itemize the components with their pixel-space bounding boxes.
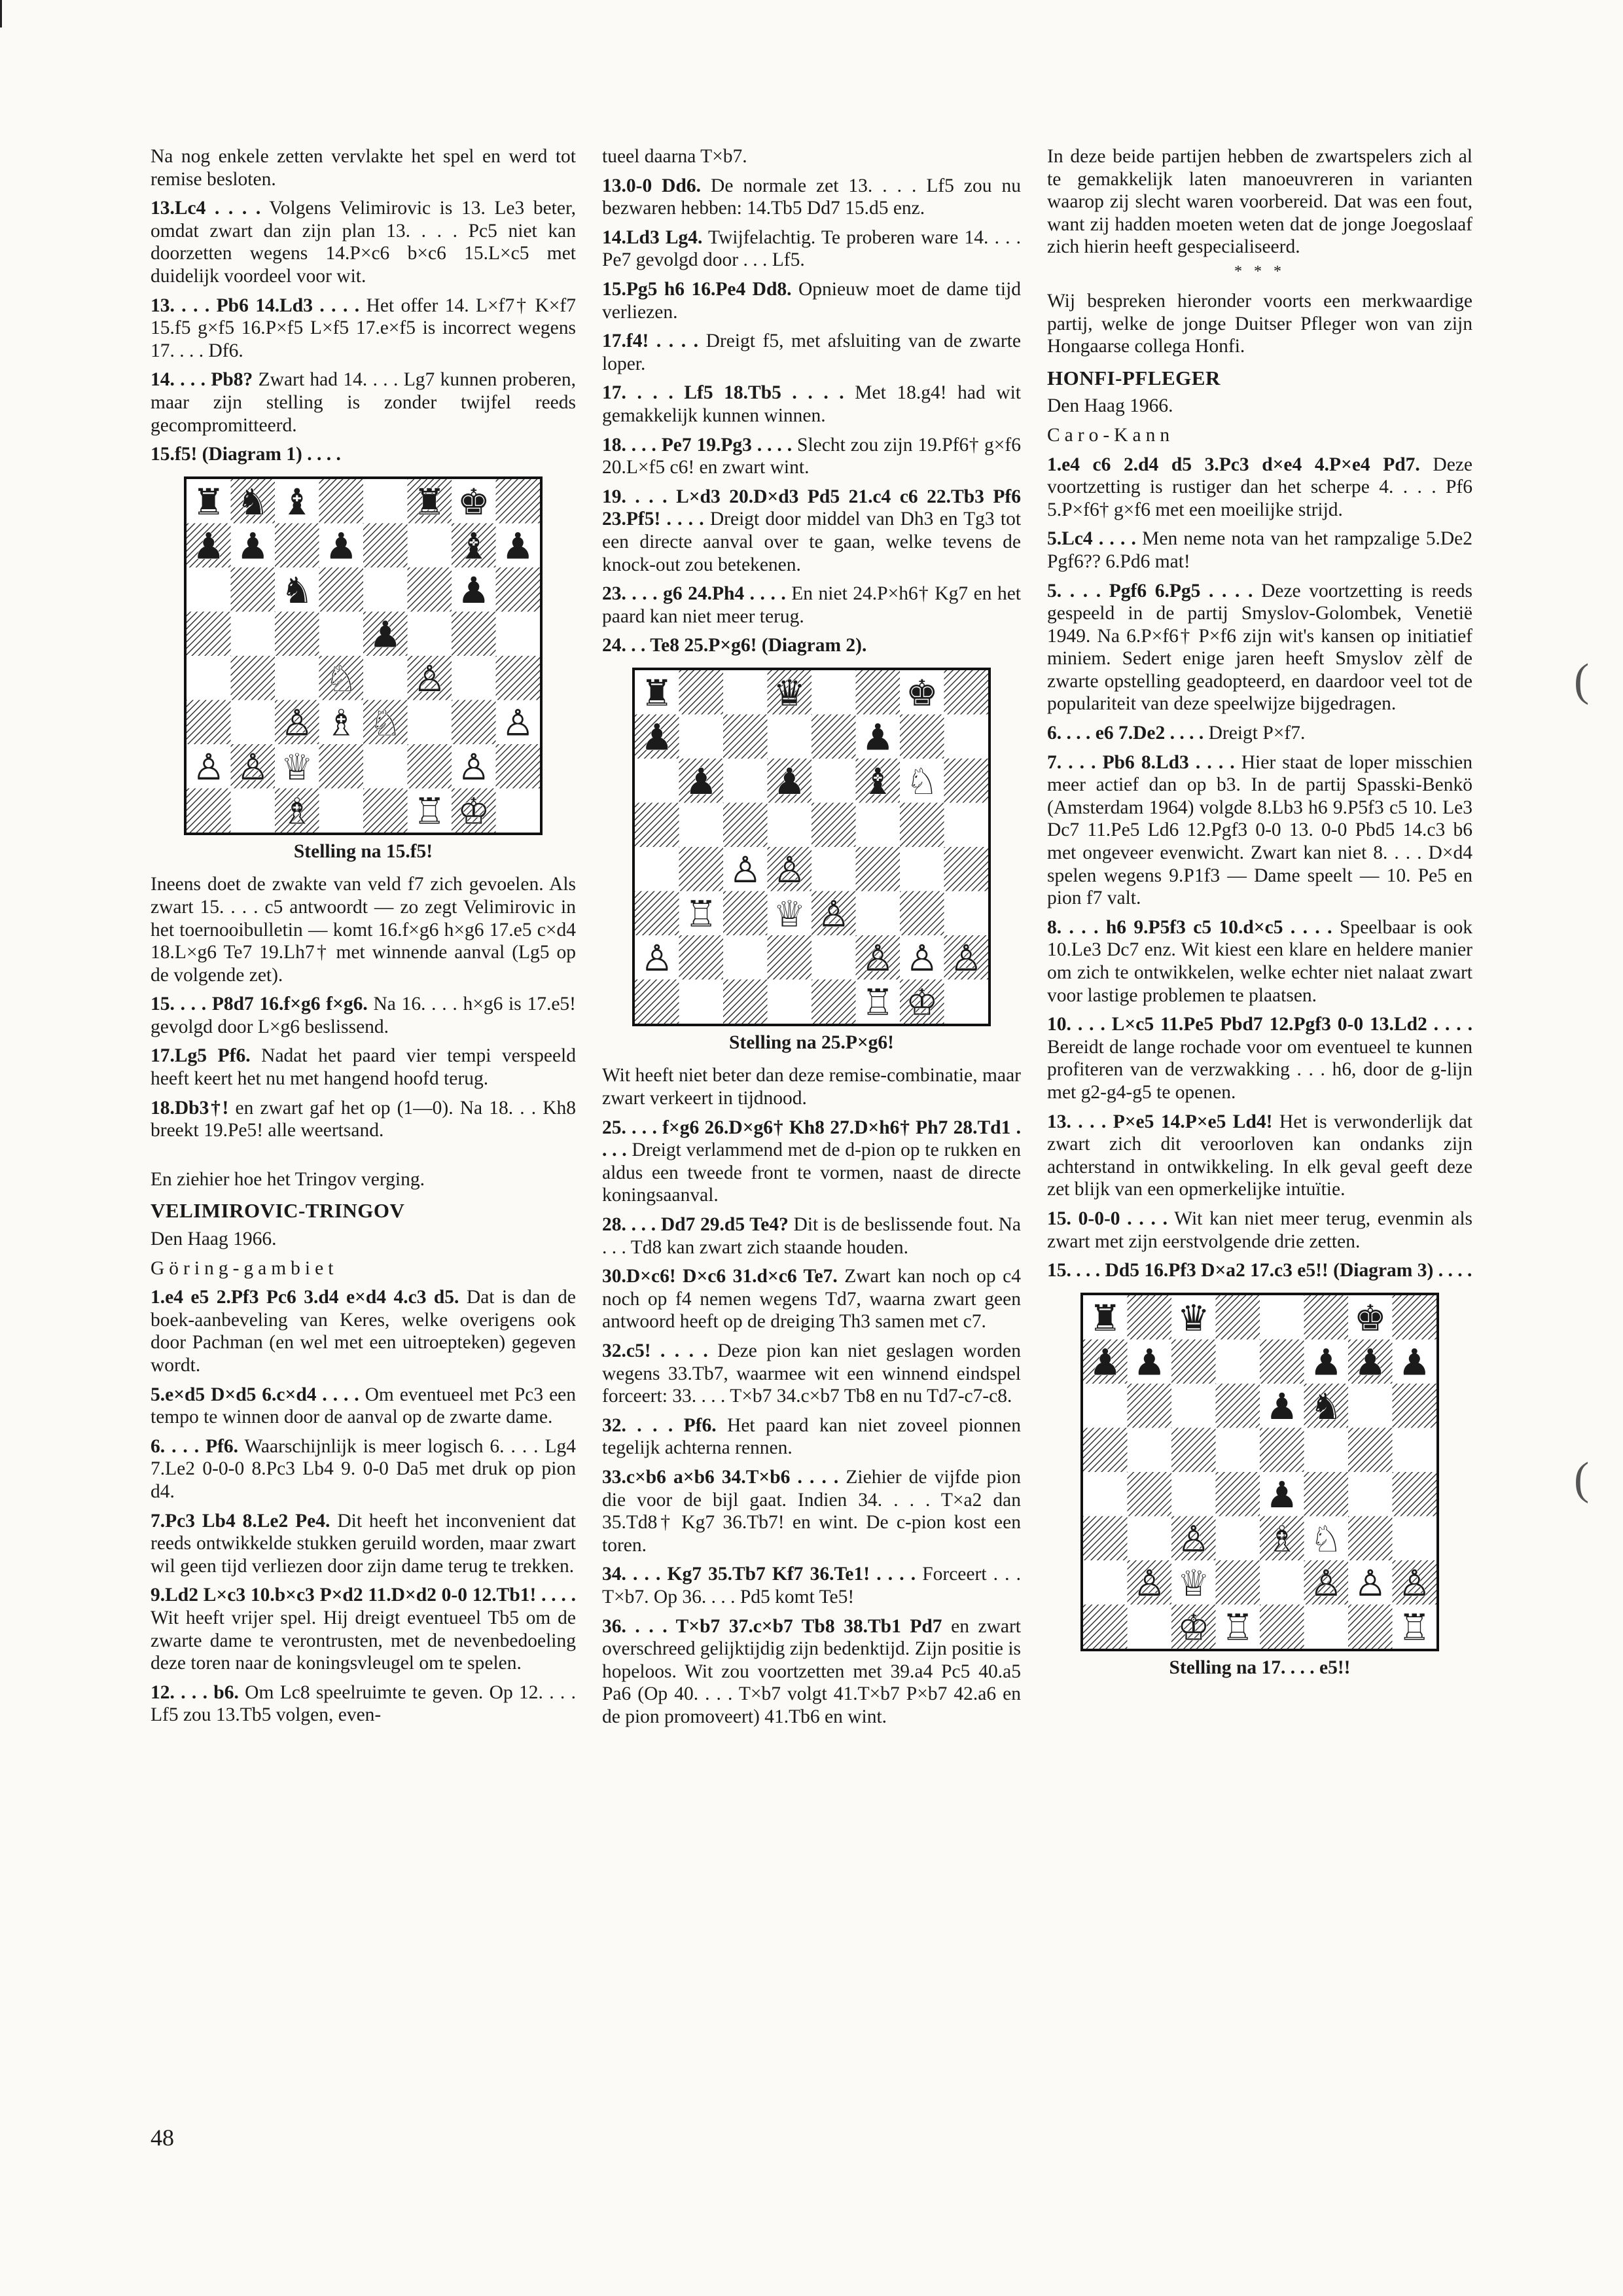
move: 17.Lg5 Pf6. xyxy=(151,1045,251,1067)
move: 18.Db3†! xyxy=(151,1097,229,1119)
annotation xyxy=(151,1045,576,1090)
dark-square xyxy=(1216,1384,1260,1428)
black-knight-icon: ♞ xyxy=(236,481,270,524)
move: 34. . . . Kg7 35.Tb7 Kf7 36.Te1! . . . . xyxy=(602,1564,916,1585)
white-pawn-icon: ♙ xyxy=(280,702,313,745)
move: 13. . . . P×e5 14.P×e5 Ld4! xyxy=(1047,1111,1273,1132)
section-separator: * * * xyxy=(1234,262,1285,280)
move: 15. . . . P8d7 16.f×g6 f×g6. xyxy=(151,994,368,1015)
black-pawn-icon: ♟ xyxy=(773,761,806,803)
dark-square xyxy=(363,523,408,567)
dark-square xyxy=(1128,1295,1172,1340)
comment: Wit kan niet meer terug, evenmin als zwart met zijn eerstvolgende drie zetten. xyxy=(1047,1208,1473,1252)
black-pawn-icon: ♟ xyxy=(685,761,718,803)
opening-name: Caro-Kann xyxy=(1047,424,1175,446)
move: 1.e4 e5 2.Pf3 Pc6 3.d4 e×d4 4.c3 d5. xyxy=(151,1287,459,1308)
annotation xyxy=(602,226,1021,272)
move: 5.e×d5 D×d5 6.c×d4 . . . . xyxy=(151,1384,359,1405)
comment: Waarschijnlijk is meer logisch 6. . . . Lg4 7.Le2 0-0-0 8.Pc3 Lb4 9. 0-0 Da5 met druk op pion d4. xyxy=(151,1435,576,1502)
paragraph: Wit heeft niet beter dan deze remise-combinatie, maar zwart verkeert in tijdnood. xyxy=(602,1065,1021,1109)
annotation xyxy=(1047,1259,1472,1282)
game-heading: HONFI-PFLEGER xyxy=(1047,366,1221,389)
annotation xyxy=(602,1414,1021,1460)
move: 8. . . . h6 9.P5f3 c5 10.d×c5 . . . . xyxy=(1047,916,1332,938)
black-knight-icon: ♞ xyxy=(1310,1386,1343,1428)
white-pawn-icon: ♙ xyxy=(905,937,938,980)
dark-square xyxy=(1083,1604,1128,1649)
dark-square xyxy=(1128,1472,1172,1516)
comment: Dreigt verlammend met de d-pion op te rukken en aldus een tweede front te vormen, naast de directe koningsaanval. xyxy=(602,1139,1021,1206)
dark-square xyxy=(900,891,944,935)
black-queen-icon: ♛ xyxy=(773,672,806,715)
margin-line xyxy=(0,0,2,27)
move: 36. . . . T×b7 37.c×b7 Tb8 38.Tb1 Pd7 xyxy=(602,1615,942,1637)
annotation xyxy=(151,1510,576,1578)
dark-square xyxy=(496,567,541,612)
dark-square xyxy=(408,744,452,789)
move: 5.Lc4 . . . . xyxy=(1047,528,1136,550)
white-pawn-icon: ♙ xyxy=(236,746,270,789)
white-queen-icon: ♕ xyxy=(773,893,806,936)
white-pawn-icon: ♙ xyxy=(1133,1562,1166,1605)
dark-square xyxy=(723,979,768,1024)
annotation xyxy=(1047,722,1472,745)
paragraph: Ineens doet de zwakte van veld f7 zich gevoelen. Als zwart 15. . . . c5 antwoordt — zo zegt Velimirovic in het toernooibulletin — komt 16.f×g6 h×g6 17.e5 c×d4 18.L×g6 Te7 19.Lh7† met winnende aanval (Lg5 op de volgende zet). xyxy=(151,874,576,986)
diagram-2 xyxy=(602,668,1021,1054)
dark-square xyxy=(1348,1516,1393,1560)
paragraph: Na nog enkele zetten vervlakte het spel en werd tot remise besloten. xyxy=(151,146,576,190)
dark-square xyxy=(1348,1604,1393,1649)
game-heading: VELIMIROVIC-TRINGOV xyxy=(151,1199,405,1223)
annotation xyxy=(602,330,1021,375)
dark-square xyxy=(319,479,364,524)
column-2 xyxy=(602,145,1021,1735)
dark-square xyxy=(1260,1339,1304,1384)
dark-square xyxy=(768,935,812,980)
white-queen-icon: ♕ xyxy=(280,746,313,789)
dark-square xyxy=(679,670,724,715)
black-pawn-icon: ♟ xyxy=(457,569,490,612)
black-pawn-icon: ♟ xyxy=(1353,1342,1387,1384)
comment: Twijfelachtig. Te proberen ware 14. . . . Pe7 gevolgd door . . . Lf5. xyxy=(602,226,1021,271)
dark-square xyxy=(1171,1427,1216,1472)
move: 28. . . . Dd7 29.d5 Te4? xyxy=(602,1214,789,1236)
chessboard-diagram xyxy=(632,668,991,1026)
comment: Opnieuw moet de dame tijd verliezen. xyxy=(602,278,1022,323)
dark-square xyxy=(231,567,276,612)
white-pawn-icon: ♙ xyxy=(861,937,895,980)
move: 19. . . . L×d3 20.D×d3 Pd5 21.c4 c6 22.Tb3 Pf6 23.Pf5! . . . . xyxy=(602,486,1021,530)
dark-square xyxy=(319,744,364,789)
white-pawn-icon: ♙ xyxy=(457,746,490,789)
white-rook-icon: ♖ xyxy=(413,791,446,833)
paragraph: Wij bespreken hieronder voorts een merkwaardige partij, welke de jonge Duitser Pfleger won van zijn Hongaarse collega Honfi. xyxy=(1047,290,1472,357)
binding-mark-decoration: ( xyxy=(1574,1454,1590,1504)
dark-square xyxy=(496,744,541,789)
black-pawn-icon: ♟ xyxy=(325,526,358,568)
move: 15.Pg5 h6 16.Pe4 Dd8. xyxy=(602,278,792,300)
dark-square xyxy=(635,802,679,847)
annotation xyxy=(602,1213,1021,1259)
dark-square xyxy=(1304,1295,1349,1340)
dark-square xyxy=(496,479,541,524)
annotation xyxy=(151,197,576,287)
white-queen-icon: ♕ xyxy=(1177,1562,1210,1605)
comment: Slecht zou zijn 19.Pf6† g×f6 20.L×f5 c6! en zwart wint. xyxy=(602,434,1021,478)
paragraph: tueel daarna T×b7. xyxy=(602,146,747,167)
white-knight-icon: ♘ xyxy=(905,761,938,803)
diagram-caption: Stelling na 25.P×g6! xyxy=(728,1031,894,1053)
dark-square xyxy=(1393,1295,1437,1340)
comment: Het paard kan niet zoveel pionnen tegelijk achterna rennen. xyxy=(602,1414,1022,1459)
comment: Deze pion kan niet geslagen worden wegens 33.Tb7, waarmee wit een winnend eindspel forceert: 33. . . . T×b7 34.c×b7 Tb8 en nu Td7-c7-c8. xyxy=(602,1340,1022,1407)
annotation xyxy=(1047,1111,1472,1201)
column-1 xyxy=(151,145,576,1733)
move: 7.Pc3 Lb4 8.Le2 Pe4. xyxy=(151,1510,330,1532)
annotation xyxy=(602,382,1021,427)
black-bishop-icon: ♝ xyxy=(861,761,895,803)
annotation xyxy=(151,1435,576,1503)
move: 18. . . . Pe7 19.Pg3 . . . . xyxy=(602,434,793,456)
black-bishop-icon: ♝ xyxy=(457,526,490,568)
move: 30.D×c6! D×c6 31.d×c6 Te7. xyxy=(602,1266,838,1287)
opening-name: Göring-gambiet xyxy=(151,1257,338,1279)
black-king-icon: ♚ xyxy=(905,672,938,715)
dark-square xyxy=(452,611,496,656)
column-3 xyxy=(1047,145,1472,1689)
annotation xyxy=(1047,1013,1472,1103)
black-knight-icon: ♞ xyxy=(280,569,313,612)
comment: En niet 24.P×h6† Kg7 en het paard kan niet meer terug. xyxy=(602,583,1021,627)
comment: Om eventueel met Pc3 een tempo te winnen door de aanval op de zwarte dame. xyxy=(151,1384,577,1428)
dark-square xyxy=(1304,1472,1349,1516)
dark-square xyxy=(812,714,856,759)
comment: Dat is dan de boek-aanbeveling van Keres, welke overigens ook door Pachman (en wel met een uitroepteken) gegeven wordt. xyxy=(151,1287,576,1376)
comment: Nadat het paard vier tempi verspeeld heeft keert het nu met hangend hoofd terug. xyxy=(151,1045,576,1090)
dark-square xyxy=(408,567,452,612)
comment: Zwart had 14. . . . Lg7 kunnen proberen, maar zijn stelling is zonder twijfel reeds gecompromitteerd. xyxy=(151,369,576,436)
dark-square xyxy=(812,802,856,847)
dark-square xyxy=(1216,1295,1260,1340)
annotation xyxy=(602,1117,1021,1207)
dark-square xyxy=(1260,1427,1304,1472)
move: 17.f4! . . . . xyxy=(602,331,699,352)
move: 13. . . . Pb6 14.Ld3 . . . . xyxy=(151,295,360,316)
dark-square xyxy=(1216,1472,1260,1516)
white-pawn-icon: ♙ xyxy=(1398,1562,1431,1605)
comment: Dreigt P×f7. xyxy=(1208,723,1306,744)
white-rook-icon: ♖ xyxy=(1398,1607,1431,1649)
dark-square xyxy=(679,935,724,980)
comment: en zwart overschreed gelijktijdig zijn bedenktijd. Zijn positie is hopeloos. Wit zou voortzetten met 39.a4 Pc5 40.a5 Pa6 (Op 40. . . . T×b7 volgt 41.T×b7 P×b7 42.a6 en de pion promoveert) 41.Tb6 en wint. xyxy=(602,1615,1022,1727)
white-knight-icon: ♘ xyxy=(325,658,358,700)
dark-square xyxy=(187,611,231,656)
black-pawn-icon: ♟ xyxy=(1265,1474,1298,1516)
comment: Dreigt f5, met afsluiting van de zwarte loper. xyxy=(602,331,1021,374)
comment: Zwart kan noch op c4 noch op f4 nemen wegens Td7, waarna zwart geen antwoord heeft op de dreiging Th3 samen met c7. xyxy=(602,1266,1022,1333)
black-pawn-icon: ♟ xyxy=(1398,1342,1431,1384)
annotation xyxy=(1047,528,1472,573)
black-pawn-icon: ♟ xyxy=(1265,1386,1298,1428)
dark-square xyxy=(723,891,768,935)
white-pawn-icon: ♙ xyxy=(817,893,850,936)
white-bishop-icon: ♗ xyxy=(1265,1518,1298,1561)
dark-square xyxy=(900,714,944,759)
dark-square xyxy=(319,567,364,612)
comment: Volgens Velimirovic is 13. Le3 beter, omdat zwart dan zijn plan 13. . . . Pc5 niet kan doorzetten wegens 14.P×c6 b×c6 15.L×c5 met duidelijk voordeel voor wit. xyxy=(151,198,576,287)
move: 15.f5! (Diagram 1) . . . . xyxy=(151,444,341,465)
white-pawn-icon: ♙ xyxy=(950,937,983,980)
white-rook-icon: ♖ xyxy=(685,893,718,936)
white-king-icon: ♔ xyxy=(905,982,938,1024)
move: 7. . . . Pb6 8.Ld3 . . . . xyxy=(1047,751,1235,773)
annotation xyxy=(602,434,1021,479)
annotation xyxy=(151,1384,576,1429)
annotation xyxy=(602,175,1021,220)
black-rook-icon: ♜ xyxy=(192,481,225,524)
dark-square xyxy=(723,802,768,847)
dark-square xyxy=(1171,1339,1216,1384)
annotation xyxy=(602,1563,1021,1608)
comment: Speelbaar is ook 10.Le3 Dc7 enz. Wit kiest een klare en heldere manier om zich te ontwikkelen, welke echter niet nalaat zwart voor lastige problemen te plaatsen. xyxy=(1047,916,1472,1006)
annotation xyxy=(151,295,576,363)
move: 1.e4 c6 2.d4 d5 3.Pc3 d×e4 4.P×e4 Pd7. xyxy=(1047,454,1420,475)
event-line: Den Haag 1966. xyxy=(151,1229,277,1250)
dark-square xyxy=(1260,1604,1304,1649)
dark-square xyxy=(187,700,231,744)
move: 14.Ld3 Lg4. xyxy=(602,226,703,248)
comment: Bereidt de lange rochade voor om eventueel te kunnen profiteren van de verzwakking . . . h6, door de g-lijn met g2-g4-g5 te openen. xyxy=(1047,1036,1472,1103)
move: 23. . . . g6 24.Ph4 . . . . xyxy=(602,583,786,605)
move: 33.c×b6 a×b6 34.T×b6 . . . . xyxy=(602,1466,839,1488)
white-pawn-icon: ♙ xyxy=(640,937,673,980)
annotation xyxy=(602,1466,1021,1556)
black-queen-icon: ♛ xyxy=(1177,1297,1210,1340)
binding-mark-decoration: ( xyxy=(1574,655,1590,706)
dark-square xyxy=(1083,1427,1128,1472)
dark-square xyxy=(900,802,944,847)
move: 25. . . . f×g6 26.D×g6† Kh8 27.D×h6† Ph7 28.Td1 . . . . xyxy=(602,1117,1021,1161)
dark-square xyxy=(275,523,319,567)
page-number: 48 xyxy=(151,2125,174,2151)
white-pawn-icon: ♙ xyxy=(501,702,535,745)
diagram-caption: Stelling na 17. . . . e5!! xyxy=(1169,1657,1351,1678)
white-pawn-icon: ♙ xyxy=(1177,1518,1210,1561)
white-pawn-icon: ♙ xyxy=(773,849,806,891)
annotation xyxy=(602,583,1021,628)
comment: Het is verwonderlijk dat zwart zich dit veroorloven kan ondanks zijn achterstand in ontwikkeling. In elk geval geeft deze zet blijk van een opmerkelijke intuïtie. xyxy=(1047,1111,1472,1200)
black-rook-icon: ♜ xyxy=(1088,1297,1122,1340)
annotation xyxy=(602,1265,1021,1333)
dark-square xyxy=(187,788,231,833)
move: 9.Ld2 L×c3 10.b×c3 P×d2 11.D×d2 0-0 12.Tb1! . . . . xyxy=(151,1585,576,1606)
comment: Deze voortzetting is reeds gespeeld in de partij Smyslov-Golombek, Venetië 1949. Na 6.P×f6† P×f6 zijn wit's kansen op initiatief miniem. Sedert enige jaren heeft Smyslov zèlf de zwarte opstelling geadopteerd, en daardoor veel tot de populariteit van deze speelwijze bijgedragen. xyxy=(1047,580,1473,715)
annotation xyxy=(151,443,576,466)
paragraph: In deze beide partijen hebben de zwartspelers zich al te gemakkelijk laten manoeuvreren in varianten waarop zij slecht waren voorbereid. Dat was een fout, want zij hadden moeten weten dat de jonge Joegoslaaf zich hierin heeft gespecialiseerd. xyxy=(1047,146,1472,258)
move: 6. . . . Pf6. xyxy=(151,1435,239,1457)
white-pawn-icon: ♙ xyxy=(1310,1562,1343,1605)
comment: Om Lc8 speelruimte te geven. Op 12. . . . Lf5 zou 13.Tb5 volgen, even- xyxy=(151,1681,576,1726)
chessboard-diagram xyxy=(1080,1293,1439,1651)
annotation xyxy=(1047,580,1472,716)
annotation xyxy=(602,486,1021,576)
black-pawn-icon: ♟ xyxy=(368,614,402,656)
black-rook-icon: ♜ xyxy=(640,672,673,715)
comment: Dit is de beslissende fout. Na . . . Td8 kan zwart zich staande houden. xyxy=(602,1214,1021,1258)
black-bishop-icon: ♝ xyxy=(280,481,313,524)
black-pawn-icon: ♟ xyxy=(192,526,225,568)
dark-square xyxy=(1128,1384,1172,1428)
white-knight-icon: ♘ xyxy=(1310,1518,1343,1561)
annotation xyxy=(151,993,576,1038)
annotation xyxy=(151,368,576,437)
comment: Dit heeft het inconvenient dat reeds ontwikkelde stukken geruild worden, maar zwart wil geen tijd verliezen door zijn dame terug te trekken. xyxy=(151,1510,576,1577)
annotation xyxy=(151,1584,576,1674)
move: 5. . . . Pgf6 6.Pg5 . . . . xyxy=(1047,580,1253,601)
dark-square xyxy=(363,788,408,833)
move: 15. 0-0-0 . . . . xyxy=(1047,1208,1168,1229)
move: 17. . . . Lf5 18.Tb5 . . . . xyxy=(602,382,844,404)
white-pawn-icon: ♙ xyxy=(728,849,762,891)
black-pawn-icon: ♟ xyxy=(236,526,270,568)
comment: Met 18.g4! had wit gemakkelijk kunnen winnen. xyxy=(602,382,1021,426)
comment: Men neme nota van het rampzalige 5.De2 Pgf6?? 6.Pd6 mat! xyxy=(1047,528,1472,572)
move: 32.c5! . . . . xyxy=(602,1340,708,1361)
diagram-3 xyxy=(1047,1293,1472,1679)
comment: Wit heeft vrijer spel. Hij dreigt eventueel Tb5 om de zwarte dame te verontrusten, met de nevenbedoeling deze toren naar de koningsvleugel om te spelen. xyxy=(151,1607,576,1674)
dark-square xyxy=(1083,1516,1128,1560)
dark-square xyxy=(944,670,989,715)
comment: Hier staat de loper misschien meer actief dan op b3. In de partij Spasski-Benkö (Amsterdam 1964) volgde 8.Lb3 h6 9.P5f3 c5 10. Le3 Dc7 11.Pe5 Ld6 12.Pgf3 0-0 13. 0-0 Pbd5 14.c3 b6 met ongeveer evenwicht. Zwart kan niet 8. . . . D×d4 spelen wegens 9.P1f3 — Dame speelt — 10. Pe5 en pion f7 valt. xyxy=(1047,751,1473,909)
dark-square xyxy=(635,979,679,1024)
comment: De normale zet 13. . . . Lf5 zou nu bezwaren hebben: 14.Tb5 Dd7 15.d5 enz. xyxy=(602,175,1021,219)
paragraph: En ziehier hoe het Tringov verging. xyxy=(151,1168,425,1190)
annotation xyxy=(151,1286,576,1376)
dark-square xyxy=(496,656,541,700)
diagram-1 xyxy=(151,476,576,863)
annotation xyxy=(1047,1208,1472,1253)
move: 12. . . . b6. xyxy=(151,1681,239,1703)
dark-square xyxy=(723,714,768,759)
comment: Na 16. . . . h×g6 is 17.e5! gevolgd door L×g6 beslissend. xyxy=(151,994,576,1037)
dark-square xyxy=(1393,1472,1437,1516)
dark-square xyxy=(231,656,276,700)
comment: Ziehier de vijfde pion die voor de bijl gaat. Indien 34. . . . T×a2 dan 35.Td8† Kg7 36.Tb7! en wint. De c-pion kost een toren. xyxy=(602,1466,1021,1556)
dark-square xyxy=(1393,1384,1437,1428)
comment: Deze voortzetting is rustiger dan het scherpe 4. . . . Pf6 5.P×f6† g×f6 met een moeilijke strijd. xyxy=(1047,454,1472,520)
dark-square xyxy=(275,611,319,656)
dark-square xyxy=(944,847,989,891)
move: 13.Lc4 . . . . xyxy=(151,198,261,219)
annotation xyxy=(151,1097,576,1142)
dark-square xyxy=(635,891,679,935)
move: 24. . . Te8 25.P×g6! (Diagram 2). xyxy=(602,635,867,656)
annotation xyxy=(1047,916,1472,1007)
white-knight-icon: ♘ xyxy=(368,702,402,745)
white-king-icon: ♔ xyxy=(457,791,490,833)
white-rook-icon: ♖ xyxy=(1221,1607,1255,1649)
comment: Dreigt door middel van Dh3 en Tg3 tot een directe aanval over te gaan, welke tevens de knock-out zou betekenen. xyxy=(602,509,1022,575)
diagram-caption: Stelling na 15.f5! xyxy=(293,840,433,862)
dark-square xyxy=(679,847,724,891)
move: 15. . . . Dd5 16.Pf3 D×a2 17.c3 e5!! (Diagram 3) . . . . xyxy=(1047,1260,1472,1282)
move: 14. . . . Pb8? xyxy=(151,369,253,391)
move: 6. . . . e6 7.De2 . . . . xyxy=(1047,723,1204,744)
dark-square xyxy=(1348,1427,1393,1472)
chessboard-diagram xyxy=(184,476,543,835)
comment: Forceert . . . T×b7. Op 36. . . . Pd5 komt Te5! xyxy=(602,1564,1022,1607)
black-pawn-icon: ♟ xyxy=(1310,1342,1343,1384)
white-bishop-icon: ♗ xyxy=(280,791,313,833)
white-bishop-icon: ♗ xyxy=(325,702,358,745)
event-line: Den Haag 1966. xyxy=(1047,395,1173,417)
annotation xyxy=(1047,454,1472,522)
black-pawn-icon: ♟ xyxy=(1088,1342,1122,1384)
black-king-icon: ♚ xyxy=(1353,1297,1387,1340)
dark-square xyxy=(856,847,901,891)
comment: en zwart gaf het op (1—0). Na 18. . . Kh8 breekt 19.Pe5! alle weertsand. xyxy=(151,1097,576,1141)
annotation xyxy=(602,634,1021,657)
annotation xyxy=(602,1615,1021,1729)
white-king-icon: ♔ xyxy=(1177,1607,1210,1649)
white-pawn-icon: ♙ xyxy=(1353,1562,1387,1605)
annotation xyxy=(602,1340,1021,1408)
dark-square xyxy=(856,670,901,715)
annotation xyxy=(151,1681,576,1727)
dark-square xyxy=(812,979,856,1024)
black-pawn-icon: ♟ xyxy=(1133,1342,1166,1384)
annotation xyxy=(1047,751,1472,910)
dark-square xyxy=(944,759,989,803)
comment: Het offer 14. L×f7† K×f7 15.f5 g×f5 16.P×f5 L×f5 17.e×f5 is incorrect wegens 17. . . . Df6. xyxy=(151,295,577,361)
black-pawn-icon: ♟ xyxy=(501,526,535,568)
move: 13.0-0 Dd6. xyxy=(602,175,702,196)
annotation xyxy=(602,278,1021,323)
white-rook-icon: ♖ xyxy=(861,982,895,1024)
move: 10. . . . L×c5 11.Pe5 Pbd7 12.Pgf3 0-0 13.Ld2 . . . . xyxy=(1047,1014,1472,1035)
black-pawn-icon: ♟ xyxy=(640,717,673,759)
black-rook-icon: ♜ xyxy=(413,481,446,524)
dark-square xyxy=(452,700,496,744)
dark-square xyxy=(1216,1560,1260,1605)
black-pawn-icon: ♟ xyxy=(861,717,895,759)
move: 32. . . . Pf6. xyxy=(602,1414,717,1436)
white-pawn-icon: ♙ xyxy=(192,746,225,789)
black-king-icon: ♚ xyxy=(457,481,490,524)
white-pawn-icon: ♙ xyxy=(413,658,446,700)
